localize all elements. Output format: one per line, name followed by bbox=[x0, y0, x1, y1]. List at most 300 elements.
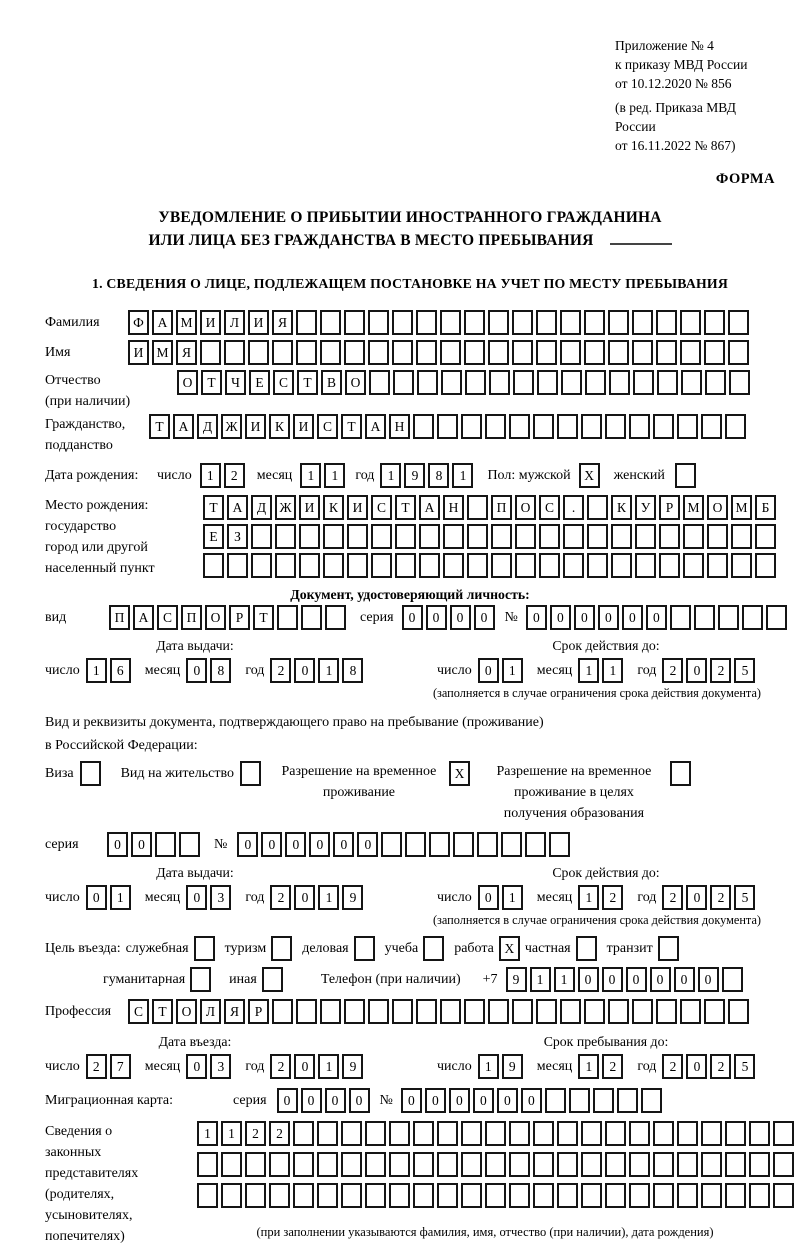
given-name-cell[interactable] bbox=[368, 340, 389, 365]
patronymic-cell[interactable] bbox=[465, 370, 486, 395]
profession-cell[interactable] bbox=[296, 999, 317, 1024]
patronymic-cell[interactable]: Т bbox=[297, 370, 318, 395]
representatives-cell[interactable] bbox=[629, 1121, 650, 1146]
birthplace-cell[interactable] bbox=[227, 553, 248, 578]
patronymic-cell[interactable]: Е bbox=[249, 370, 270, 395]
doc-expiry-year-cell[interactable]: 2 bbox=[662, 658, 683, 683]
given-name-cell[interactable] bbox=[344, 340, 365, 365]
representatives-cell[interactable] bbox=[533, 1152, 554, 1177]
citizenship-cell[interactable] bbox=[677, 414, 698, 439]
representatives-cell[interactable] bbox=[485, 1183, 506, 1208]
doc-expiry-month-cell[interactable]: 1 bbox=[578, 658, 599, 683]
surname-cell[interactable]: И bbox=[200, 310, 221, 335]
phone-cell[interactable]: 0 bbox=[698, 967, 719, 992]
doc-expiry-year-cell[interactable]: 5 bbox=[734, 658, 755, 683]
doc-number-cell[interactable] bbox=[694, 605, 715, 630]
profession-cell[interactable] bbox=[608, 999, 629, 1024]
entry-day-cell[interactable]: 2 bbox=[86, 1054, 107, 1079]
representatives-cell[interactable] bbox=[413, 1183, 434, 1208]
birthplace-cell[interactable] bbox=[491, 553, 512, 578]
purpose-private-cell[interactable] bbox=[576, 936, 597, 961]
citizenship-cell[interactable] bbox=[581, 414, 602, 439]
birthdate-year-cell[interactable]: 1 bbox=[380, 463, 401, 488]
citizenship-cell[interactable] bbox=[557, 414, 578, 439]
permit-expiry-year-cell[interactable]: 5 bbox=[734, 885, 755, 910]
birthplace-cell[interactable] bbox=[467, 524, 488, 549]
citizenship-cell[interactable]: А bbox=[365, 414, 386, 439]
birthplace-cell[interactable] bbox=[587, 524, 608, 549]
migration-series-cell[interactable]: 0 bbox=[349, 1088, 370, 1113]
birthplace-cell[interactable] bbox=[275, 524, 296, 549]
representatives-cell[interactable] bbox=[773, 1152, 794, 1177]
birthplace-cell[interactable] bbox=[587, 553, 608, 578]
citizenship-cell[interactable]: И bbox=[245, 414, 266, 439]
sex-female-cell[interactable] bbox=[675, 463, 696, 488]
birthplace-cell[interactable]: Р bbox=[659, 495, 680, 520]
patronymic-cell[interactable] bbox=[417, 370, 438, 395]
representatives-cell[interactable] bbox=[317, 1183, 338, 1208]
birthplace-cell[interactable]: С bbox=[539, 495, 560, 520]
given-name-cell[interactable] bbox=[512, 340, 533, 365]
citizenship-cell[interactable]: Н bbox=[389, 414, 410, 439]
surname-cell[interactable] bbox=[488, 310, 509, 335]
permit-series-cell[interactable]: 0 bbox=[131, 832, 152, 857]
representatives-cell[interactable] bbox=[389, 1121, 410, 1146]
birthplace-cell[interactable] bbox=[203, 553, 224, 578]
given-name-cell[interactable] bbox=[296, 340, 317, 365]
surname-cell[interactable] bbox=[584, 310, 605, 335]
given-name-cell[interactable]: М bbox=[152, 340, 173, 365]
migration-series-cell[interactable]: 0 bbox=[301, 1088, 322, 1113]
given-name-cell[interactable]: И bbox=[128, 340, 149, 365]
representatives-cell[interactable] bbox=[341, 1152, 362, 1177]
birthplace-cell[interactable] bbox=[299, 524, 320, 549]
birthdate-year-cell[interactable]: 1 bbox=[452, 463, 473, 488]
surname-cell[interactable] bbox=[704, 310, 725, 335]
doc-vid-cell[interactable]: Т bbox=[253, 605, 274, 630]
birthplace-cell[interactable] bbox=[539, 553, 560, 578]
permit-expiry-month-cell[interactable]: 2 bbox=[602, 885, 623, 910]
permit-issue-year-cell[interactable]: 9 bbox=[342, 885, 363, 910]
purpose-official-cell[interactable] bbox=[194, 936, 215, 961]
rvp-checkbox-cell[interactable]: X bbox=[449, 761, 470, 786]
doc-number-cell[interactable] bbox=[742, 605, 763, 630]
patronymic-cell[interactable]: О bbox=[177, 370, 198, 395]
doc-number-cell[interactable]: 0 bbox=[598, 605, 619, 630]
citizenship-cell[interactable]: А bbox=[173, 414, 194, 439]
profession-cell[interactable]: Р bbox=[248, 999, 269, 1024]
representatives-cell[interactable] bbox=[653, 1152, 674, 1177]
representatives-cell[interactable] bbox=[629, 1183, 650, 1208]
permit-number-cell[interactable] bbox=[429, 832, 450, 857]
representatives-cell[interactable] bbox=[221, 1183, 242, 1208]
patronymic-cell[interactable] bbox=[729, 370, 750, 395]
representatives-cell[interactable] bbox=[653, 1183, 674, 1208]
birthplace-cell[interactable] bbox=[563, 553, 584, 578]
patronymic-cell[interactable] bbox=[393, 370, 414, 395]
doc-issue-year-cell[interactable]: 2 bbox=[270, 658, 291, 683]
representatives-cell[interactable] bbox=[245, 1152, 266, 1177]
permit-expiry-year-cell[interactable]: 0 bbox=[686, 885, 707, 910]
doc-number-cell[interactable]: 0 bbox=[622, 605, 643, 630]
citizenship-cell[interactable]: С bbox=[317, 414, 338, 439]
migration-number-cell[interactable] bbox=[545, 1088, 566, 1113]
birthplace-cell[interactable]: А bbox=[227, 495, 248, 520]
birthplace-cell[interactable] bbox=[299, 553, 320, 578]
representatives-cell[interactable]: 2 bbox=[269, 1121, 290, 1146]
profession-cell[interactable] bbox=[560, 999, 581, 1024]
doc-series-cell[interactable]: 0 bbox=[450, 605, 471, 630]
doc-number-cell[interactable] bbox=[718, 605, 739, 630]
profession-cell[interactable]: Л bbox=[200, 999, 221, 1024]
representatives-cell[interactable]: 1 bbox=[197, 1121, 218, 1146]
birthplace-cell[interactable] bbox=[611, 553, 632, 578]
birthplace-cell[interactable] bbox=[395, 524, 416, 549]
surname-cell[interactable] bbox=[416, 310, 437, 335]
citizenship-cell[interactable] bbox=[509, 414, 530, 439]
stay-year-cell[interactable]: 2 bbox=[710, 1054, 731, 1079]
doc-issue-day-cell[interactable]: 6 bbox=[110, 658, 131, 683]
citizenship-cell[interactable] bbox=[701, 414, 722, 439]
representatives-cell[interactable] bbox=[461, 1152, 482, 1177]
representatives-cell[interactable] bbox=[701, 1152, 722, 1177]
profession-cell[interactable]: С bbox=[128, 999, 149, 1024]
birthplace-cell[interactable] bbox=[587, 495, 608, 520]
citizenship-cell[interactable] bbox=[605, 414, 626, 439]
representatives-cell[interactable] bbox=[749, 1152, 770, 1177]
birthplace-cell[interactable] bbox=[515, 553, 536, 578]
phone-cell[interactable]: 0 bbox=[602, 967, 623, 992]
birthplace-cell[interactable] bbox=[755, 553, 776, 578]
surname-cell[interactable] bbox=[608, 310, 629, 335]
citizenship-cell[interactable]: Ж bbox=[221, 414, 242, 439]
permit-number-cell[interactable] bbox=[405, 832, 426, 857]
representatives-cell[interactable] bbox=[677, 1152, 698, 1177]
permit-number-cell[interactable]: 0 bbox=[333, 832, 354, 857]
migration-number-cell[interactable]: 0 bbox=[425, 1088, 446, 1113]
patronymic-cell[interactable] bbox=[657, 370, 678, 395]
permit-number-cell[interactable] bbox=[501, 832, 522, 857]
profession-cell[interactable] bbox=[392, 999, 413, 1024]
doc-number-cell[interactable]: 0 bbox=[550, 605, 571, 630]
given-name-cell[interactable] bbox=[608, 340, 629, 365]
doc-issue-year-cell[interactable]: 8 bbox=[342, 658, 363, 683]
doc-vid-cell[interactable]: П bbox=[181, 605, 202, 630]
surname-cell[interactable] bbox=[680, 310, 701, 335]
representatives-cell[interactable] bbox=[725, 1183, 746, 1208]
permit-number-cell[interactable] bbox=[453, 832, 474, 857]
entry-month-cell[interactable]: 3 bbox=[210, 1054, 231, 1079]
representatives-cell[interactable] bbox=[725, 1121, 746, 1146]
permit-issue-year-cell[interactable]: 2 bbox=[270, 885, 291, 910]
phone-cell[interactable] bbox=[722, 967, 743, 992]
representatives-cell[interactable] bbox=[557, 1183, 578, 1208]
representatives-cell[interactable] bbox=[581, 1183, 602, 1208]
patronymic-cell[interactable] bbox=[513, 370, 534, 395]
phone-cell[interactable]: 1 bbox=[554, 967, 575, 992]
rvp-edu-checkbox-cell[interactable] bbox=[670, 761, 691, 786]
patronymic-cell[interactable] bbox=[489, 370, 510, 395]
permit-number-cell[interactable]: 0 bbox=[309, 832, 330, 857]
representatives-cell[interactable] bbox=[437, 1152, 458, 1177]
given-name-cell[interactable] bbox=[656, 340, 677, 365]
birthplace-cell[interactable]: М bbox=[731, 495, 752, 520]
given-name-cell[interactable] bbox=[248, 340, 269, 365]
surname-cell[interactable]: И bbox=[248, 310, 269, 335]
birthplace-cell[interactable]: Т bbox=[395, 495, 416, 520]
representatives-cell[interactable] bbox=[701, 1183, 722, 1208]
patronymic-cell[interactable]: Т bbox=[201, 370, 222, 395]
birthplace-cell[interactable] bbox=[323, 524, 344, 549]
migration-number-cell[interactable] bbox=[617, 1088, 638, 1113]
birthplace-cell[interactable] bbox=[491, 524, 512, 549]
representatives-cell[interactable] bbox=[749, 1183, 770, 1208]
birthdate-year-cell[interactable]: 9 bbox=[404, 463, 425, 488]
patronymic-cell[interactable] bbox=[705, 370, 726, 395]
birthdate-day-cell[interactable]: 2 bbox=[224, 463, 245, 488]
representatives-cell[interactable] bbox=[293, 1121, 314, 1146]
representatives-cell[interactable] bbox=[269, 1152, 290, 1177]
doc-issue-month-cell[interactable]: 8 bbox=[210, 658, 231, 683]
permit-number-cell[interactable] bbox=[477, 832, 498, 857]
birthplace-cell[interactable]: О bbox=[707, 495, 728, 520]
profession-cell[interactable]: О bbox=[176, 999, 197, 1024]
representatives-cell[interactable] bbox=[437, 1183, 458, 1208]
citizenship-cell[interactable] bbox=[485, 414, 506, 439]
birthplace-cell[interactable]: О bbox=[515, 495, 536, 520]
profession-cell[interactable] bbox=[272, 999, 293, 1024]
birthplace-cell[interactable] bbox=[611, 524, 632, 549]
permit-issue-month-cell[interactable]: 3 bbox=[210, 885, 231, 910]
entry-year-cell[interactable]: 2 bbox=[270, 1054, 291, 1079]
surname-cell[interactable] bbox=[440, 310, 461, 335]
profession-cell[interactable] bbox=[656, 999, 677, 1024]
profession-cell[interactable]: Т bbox=[152, 999, 173, 1024]
birthdate-day-cell[interactable]: 1 bbox=[200, 463, 221, 488]
profession-cell[interactable]: Я bbox=[224, 999, 245, 1024]
profession-cell[interactable] bbox=[536, 999, 557, 1024]
migration-number-cell[interactable] bbox=[641, 1088, 662, 1113]
surname-cell[interactable] bbox=[656, 310, 677, 335]
doc-expiry-year-cell[interactable]: 0 bbox=[686, 658, 707, 683]
permit-number-cell[interactable]: 0 bbox=[285, 832, 306, 857]
birthplace-cell[interactable] bbox=[275, 553, 296, 578]
stay-year-cell[interactable]: 2 bbox=[662, 1054, 683, 1079]
stay-day-cell[interactable]: 1 bbox=[478, 1054, 499, 1079]
given-name-cell[interactable] bbox=[464, 340, 485, 365]
birthplace-cell[interactable] bbox=[443, 553, 464, 578]
birthplace-cell[interactable] bbox=[419, 524, 440, 549]
permit-expiry-year-cell[interactable]: 2 bbox=[662, 885, 683, 910]
permit-expiry-year-cell[interactable]: 2 bbox=[710, 885, 731, 910]
surname-cell[interactable] bbox=[296, 310, 317, 335]
profession-cell[interactable] bbox=[704, 999, 725, 1024]
entry-month-cell[interactable]: 0 bbox=[186, 1054, 207, 1079]
representatives-cell[interactable] bbox=[197, 1183, 218, 1208]
citizenship-cell[interactable] bbox=[725, 414, 746, 439]
representatives-cell[interactable] bbox=[293, 1183, 314, 1208]
doc-series-cell[interactable]: 0 bbox=[402, 605, 423, 630]
citizenship-cell[interactable] bbox=[413, 414, 434, 439]
patronymic-cell[interactable]: Ч bbox=[225, 370, 246, 395]
birthdate-month-cell[interactable]: 1 bbox=[324, 463, 345, 488]
given-name-cell[interactable] bbox=[680, 340, 701, 365]
stay-year-cell[interactable]: 5 bbox=[734, 1054, 755, 1079]
doc-vid-cell[interactable]: С bbox=[157, 605, 178, 630]
migration-number-cell[interactable] bbox=[569, 1088, 590, 1113]
surname-cell[interactable] bbox=[464, 310, 485, 335]
birthplace-cell[interactable] bbox=[251, 524, 272, 549]
representatives-cell[interactable]: 1 bbox=[221, 1121, 242, 1146]
patronymic-cell[interactable] bbox=[681, 370, 702, 395]
birthplace-cell[interactable] bbox=[515, 524, 536, 549]
citizenship-cell[interactable] bbox=[437, 414, 458, 439]
given-name-cell[interactable] bbox=[224, 340, 245, 365]
birthplace-cell[interactable] bbox=[563, 524, 584, 549]
birthplace-cell[interactable]: П bbox=[491, 495, 512, 520]
birthplace-cell[interactable] bbox=[683, 524, 704, 549]
representatives-cell[interactable] bbox=[581, 1121, 602, 1146]
permit-issue-month-cell[interactable]: 0 bbox=[186, 885, 207, 910]
surname-cell[interactable] bbox=[536, 310, 557, 335]
doc-expiry-year-cell[interactable]: 2 bbox=[710, 658, 731, 683]
permit-number-cell[interactable] bbox=[381, 832, 402, 857]
purpose-transit-cell[interactable] bbox=[658, 936, 679, 961]
permit-series-cell[interactable]: 0 bbox=[107, 832, 128, 857]
representatives-cell[interactable] bbox=[557, 1152, 578, 1177]
birthplace-cell[interactable]: С bbox=[371, 495, 392, 520]
visa-checkbox-cell[interactable] bbox=[80, 761, 101, 786]
given-name-cell[interactable] bbox=[704, 340, 725, 365]
given-name-cell[interactable] bbox=[536, 340, 557, 365]
representatives-cell[interactable] bbox=[557, 1121, 578, 1146]
surname-cell[interactable]: А bbox=[152, 310, 173, 335]
birthplace-cell[interactable] bbox=[755, 524, 776, 549]
permit-number-cell[interactable]: 0 bbox=[261, 832, 282, 857]
representatives-cell[interactable] bbox=[629, 1152, 650, 1177]
migration-number-cell[interactable]: 0 bbox=[401, 1088, 422, 1113]
citizenship-cell[interactable]: К bbox=[269, 414, 290, 439]
phone-cell[interactable]: 0 bbox=[626, 967, 647, 992]
given-name-cell[interactable] bbox=[440, 340, 461, 365]
birthplace-cell[interactable] bbox=[323, 553, 344, 578]
representatives-cell[interactable] bbox=[197, 1152, 218, 1177]
surname-cell[interactable] bbox=[344, 310, 365, 335]
representatives-cell[interactable] bbox=[509, 1121, 530, 1146]
migration-number-cell[interactable]: 0 bbox=[521, 1088, 542, 1113]
representatives-cell[interactable] bbox=[437, 1121, 458, 1146]
doc-number-cell[interactable]: 0 bbox=[526, 605, 547, 630]
birthplace-cell[interactable] bbox=[635, 553, 656, 578]
given-name-cell[interactable] bbox=[392, 340, 413, 365]
surname-cell[interactable] bbox=[392, 310, 413, 335]
surname-cell[interactable] bbox=[320, 310, 341, 335]
birthplace-cell[interactable]: К bbox=[611, 495, 632, 520]
surname-cell[interactable]: М bbox=[176, 310, 197, 335]
representatives-cell[interactable] bbox=[533, 1183, 554, 1208]
phone-cell[interactable]: 9 bbox=[506, 967, 527, 992]
citizenship-cell[interactable] bbox=[533, 414, 554, 439]
permit-number-cell[interactable]: 0 bbox=[357, 832, 378, 857]
entry-year-cell[interactable]: 1 bbox=[318, 1054, 339, 1079]
birthplace-cell[interactable]: Н bbox=[443, 495, 464, 520]
birthplace-cell[interactable] bbox=[371, 524, 392, 549]
migration-number-cell[interactable]: 0 bbox=[497, 1088, 518, 1113]
birthplace-cell[interactable]: Е bbox=[203, 524, 224, 549]
doc-series-cell[interactable]: 0 bbox=[426, 605, 447, 630]
stay-month-cell[interactable]: 1 bbox=[578, 1054, 599, 1079]
citizenship-cell[interactable]: И bbox=[293, 414, 314, 439]
birthplace-cell[interactable]: К bbox=[323, 495, 344, 520]
profession-cell[interactable] bbox=[632, 999, 653, 1024]
surname-cell[interactable]: Ф bbox=[128, 310, 149, 335]
doc-expiry-day-cell[interactable]: 0 bbox=[478, 658, 499, 683]
birthplace-cell[interactable] bbox=[539, 524, 560, 549]
representatives-cell[interactable]: 2 bbox=[245, 1121, 266, 1146]
citizenship-cell[interactable]: Д bbox=[197, 414, 218, 439]
surname-cell[interactable]: Я bbox=[272, 310, 293, 335]
profession-cell[interactable] bbox=[512, 999, 533, 1024]
surname-cell[interactable]: Л bbox=[224, 310, 245, 335]
citizenship-cell[interactable] bbox=[653, 414, 674, 439]
birthdate-month-cell[interactable]: 1 bbox=[300, 463, 321, 488]
representatives-cell[interactable] bbox=[245, 1183, 266, 1208]
birthplace-cell[interactable] bbox=[707, 524, 728, 549]
purpose-work-cell[interactable]: X bbox=[499, 936, 520, 961]
doc-issue-month-cell[interactable]: 0 bbox=[186, 658, 207, 683]
representatives-cell[interactable] bbox=[605, 1121, 626, 1146]
surname-cell[interactable] bbox=[368, 310, 389, 335]
representatives-cell[interactable] bbox=[605, 1183, 626, 1208]
profession-cell[interactable] bbox=[728, 999, 749, 1024]
citizenship-cell[interactable] bbox=[629, 414, 650, 439]
surname-cell[interactable] bbox=[728, 310, 749, 335]
representatives-cell[interactable] bbox=[485, 1121, 506, 1146]
representatives-cell[interactable] bbox=[773, 1183, 794, 1208]
migration-series-cell[interactable]: 0 bbox=[325, 1088, 346, 1113]
representatives-cell[interactable] bbox=[773, 1121, 794, 1146]
representatives-cell[interactable] bbox=[413, 1152, 434, 1177]
doc-number-cell[interactable] bbox=[766, 605, 787, 630]
purpose-business-cell[interactable] bbox=[354, 936, 375, 961]
given-name-cell[interactable]: Я bbox=[176, 340, 197, 365]
given-name-cell[interactable] bbox=[320, 340, 341, 365]
given-name-cell[interactable] bbox=[200, 340, 221, 365]
patronymic-cell[interactable] bbox=[561, 370, 582, 395]
birthplace-cell[interactable] bbox=[659, 524, 680, 549]
representatives-cell[interactable] bbox=[413, 1121, 434, 1146]
migration-number-cell[interactable]: 0 bbox=[473, 1088, 494, 1113]
birthplace-cell[interactable]: А bbox=[419, 495, 440, 520]
doc-number-cell[interactable] bbox=[670, 605, 691, 630]
doc-expiry-month-cell[interactable]: 1 bbox=[602, 658, 623, 683]
birthplace-cell[interactable] bbox=[443, 524, 464, 549]
representatives-cell[interactable] bbox=[365, 1183, 386, 1208]
migration-number-cell[interactable] bbox=[593, 1088, 614, 1113]
birthplace-cell[interactable]: Д bbox=[251, 495, 272, 520]
permit-number-cell[interactable] bbox=[549, 832, 570, 857]
patronymic-cell[interactable]: С bbox=[273, 370, 294, 395]
representatives-cell[interactable] bbox=[293, 1152, 314, 1177]
residence-checkbox-cell[interactable] bbox=[240, 761, 261, 786]
representatives-cell[interactable] bbox=[317, 1121, 338, 1146]
representatives-cell[interactable] bbox=[701, 1121, 722, 1146]
profession-cell[interactable] bbox=[488, 999, 509, 1024]
doc-vid-cell[interactable] bbox=[277, 605, 298, 630]
doc-vid-cell[interactable] bbox=[301, 605, 322, 630]
birthplace-cell[interactable] bbox=[683, 553, 704, 578]
given-name-cell[interactable] bbox=[632, 340, 653, 365]
